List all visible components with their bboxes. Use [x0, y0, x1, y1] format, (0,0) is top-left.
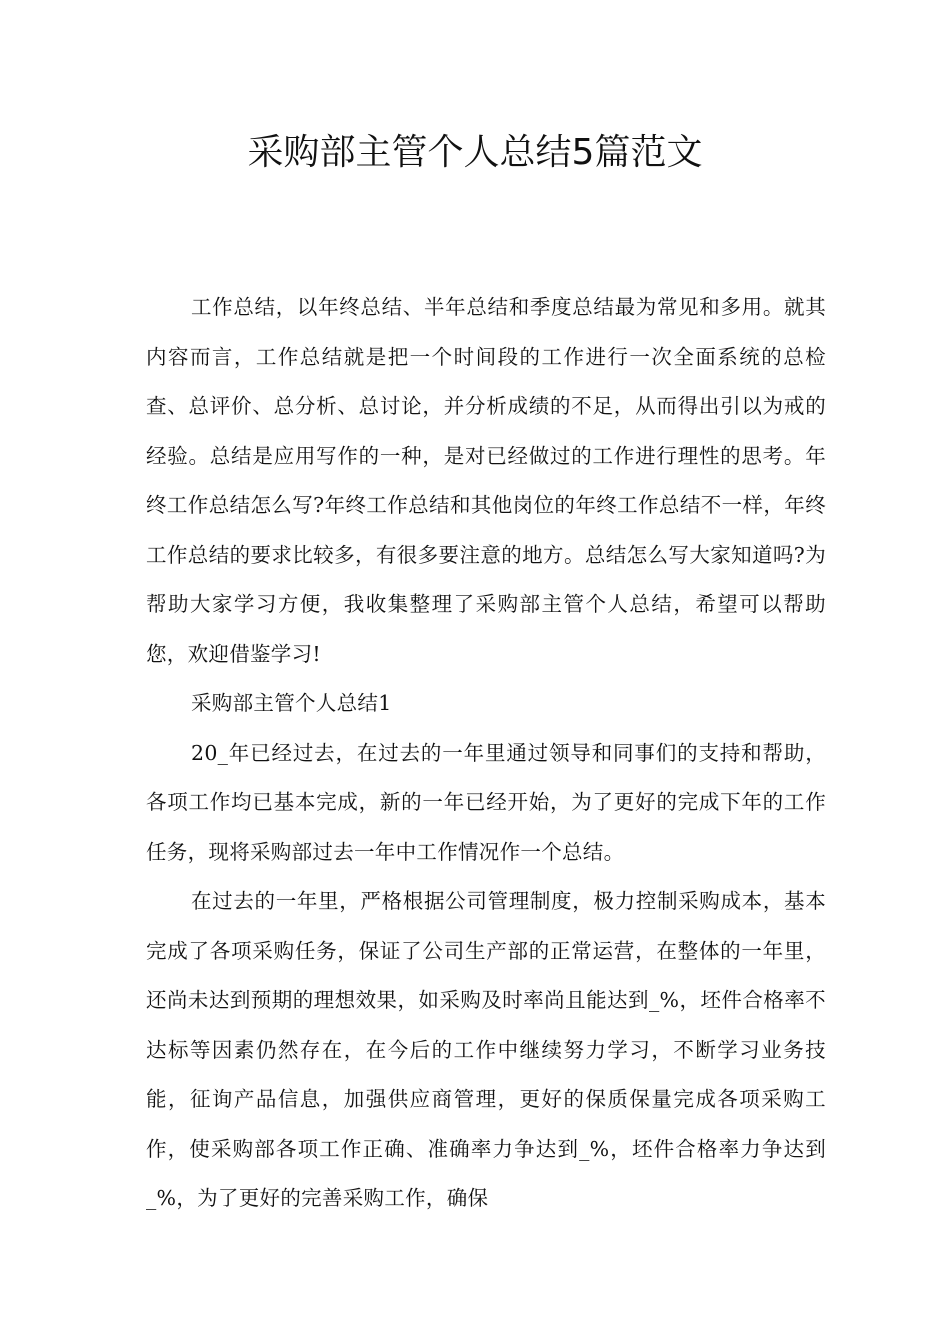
section-heading: 采购部主管个人总结1 [191, 691, 392, 715]
intro-paragraph: 工作总结，以年终总结、半年总结和季度总结最为常见和多用。就其内容而言，工作总结就是把一个时间段的工作进行一次全面系统的总检查、总评价、总分析、总讨论，并分析成绩的不足，从而得出引以为戒的经验。总结是应用写作的一种，是对已经做过的工作进行理性的思考。年终工作总结怎么写?年终工作总结和其他岗位的年终工作总结不一样，年终工作总结的要求比较多，有很多要注意的地方。总结怎么写大家知道吗?为帮助大家学习方便，我收集整理了采购部主管个人总结，希望可以帮助您，欢迎借鉴学习! [146, 295, 826, 666]
document-body [146, 283, 826, 1224]
body-paragraph: 在过去的一年里，严格根据公司管理制度，极力控制采购成本，基本完成了各项采购任务，保证了公司生产部的正常运营，在整体的一年里，还尚未达到预期的理想效果，如采购及时率尚且能达到_%，坯件合格率不达标等因素仍然存在，在今后的工作中继续努力学习，不断学习业务技能，征询产品信息，加强供应商管理，更好的保质保量完成各项采购工作，使采购部各项工作正确、准确率力争达到_%，坯件合格率力争达到_%，为了更好的完善采购工作，确保 [146, 889, 826, 1210]
body-paragraph: 20_年已经过去，在过去的一年里通过领导和同事们的支持和帮助，各项工作均已基本完成，新的一年已经开始，为了更好的完成下年的工作任务，现将采购部过去一年中工作情况作一个总结。 [146, 740, 826, 864]
document-title: 采购部主管个人总结5篇范文 [247, 132, 703, 173]
